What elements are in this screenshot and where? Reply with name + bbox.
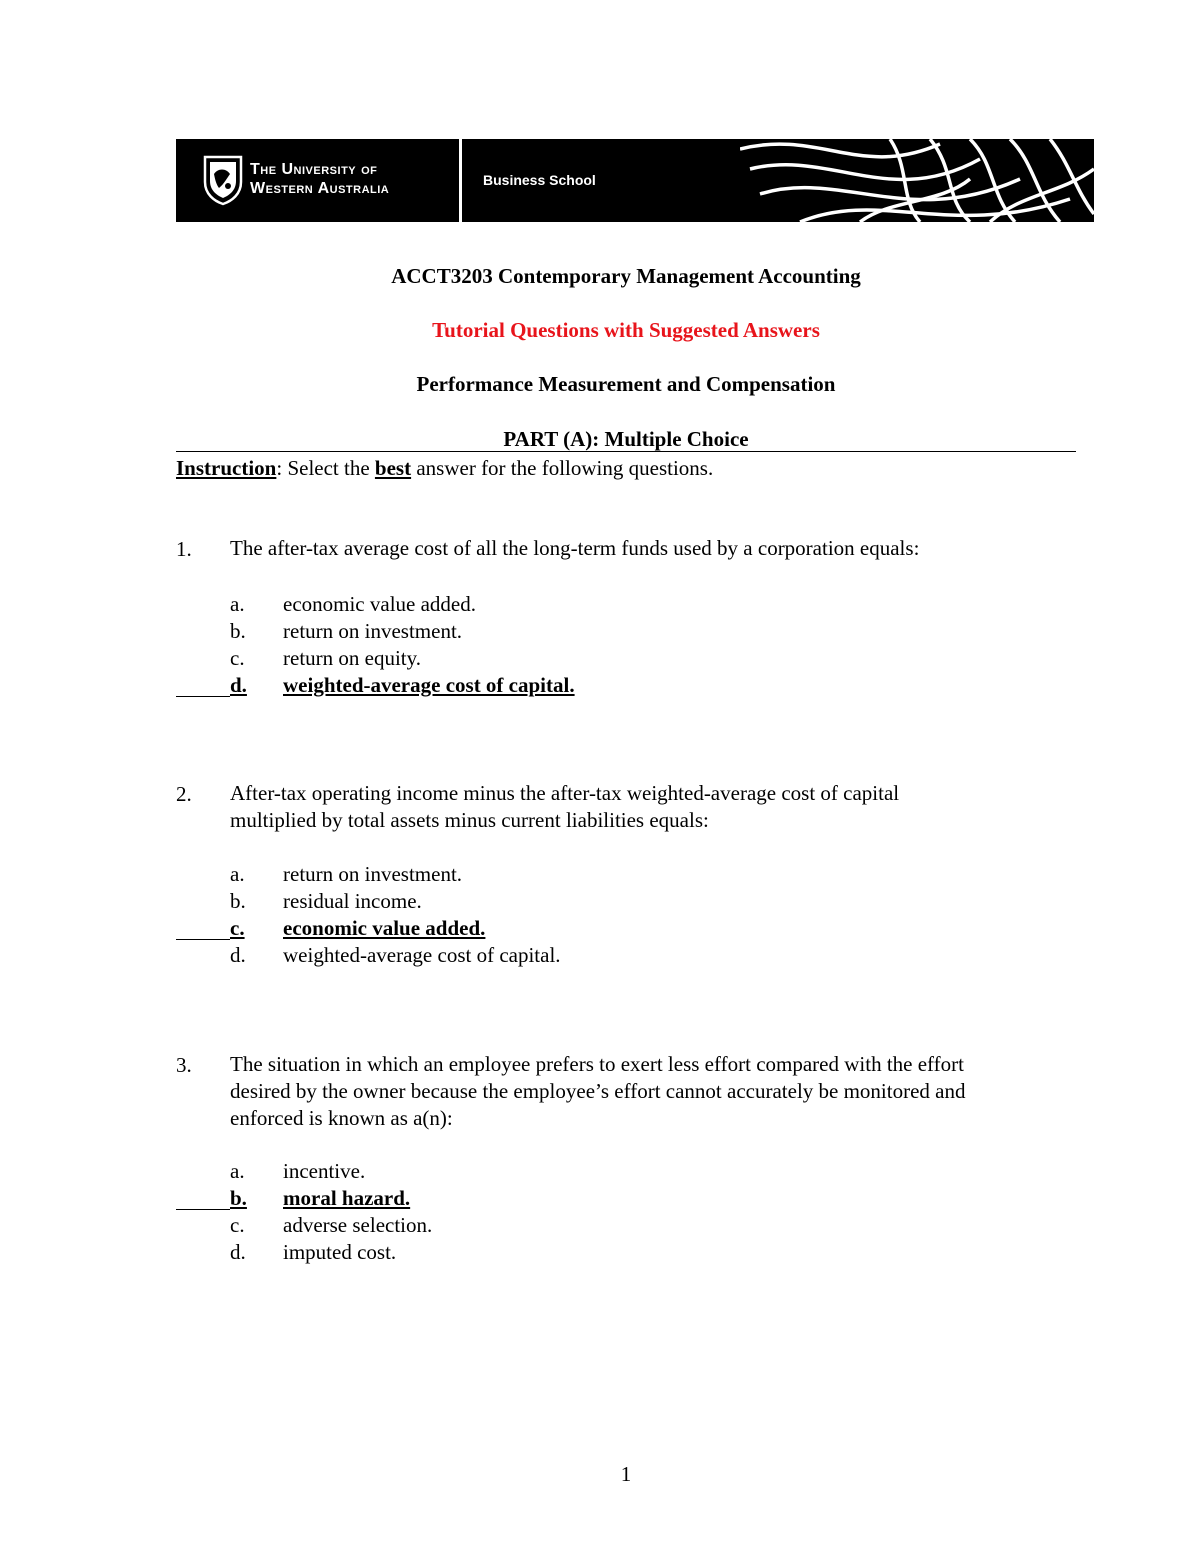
q1-answer-underline: [176, 696, 230, 697]
question-2-text: [230, 780, 899, 834]
q2-option-b-text: residual income.: [283, 889, 422, 913]
q3-option-c-text: adverse selection.: [283, 1213, 433, 1237]
question-3-text: [230, 1051, 965, 1132]
q2-option-b-letter: b.: [230, 889, 246, 913]
q3-option-d-letter: d.: [230, 1240, 246, 1264]
q2-option-d-text: weighted-average cost of capital.: [283, 943, 561, 967]
q3-option-a-letter: a.: [230, 1159, 245, 1183]
question-2-line-2: multiplied by total assets minus current liabilities equals:: [230, 808, 709, 832]
question-2-line-1: After-tax operating income minus the after-tax weighted-average cost of capital: [230, 781, 900, 805]
university-crest-icon: [202, 154, 244, 206]
q1-option-a-letter: a.: [230, 592, 245, 616]
decorative-pattern-icon: [740, 139, 1094, 222]
header-divider: [459, 139, 462, 222]
instruction-post: answer for the following questions.: [411, 456, 714, 480]
instruction-emphasis: best: [374, 456, 412, 480]
q3-option-c-letter: c.: [230, 1213, 245, 1237]
q2-option-a-text: return on investment.: [283, 862, 463, 886]
q3-option-d-text: imputed cost.: [283, 1240, 397, 1264]
question-1-number: 1.: [176, 537, 192, 561]
q1-option-b-letter: b.: [230, 619, 246, 643]
question-3-line-2: desired by the owner because the employee’s effort cannot accurately be monitored and: [230, 1079, 966, 1103]
university-name-line1: The University of: [250, 161, 378, 178]
question-3-line-3: enforced is known as a(n):: [230, 1106, 453, 1130]
question-2-number: 2.: [176, 782, 192, 806]
university-name: [250, 160, 389, 198]
q1-option-b-text: return on investment.: [283, 619, 463, 643]
q1-option-c-letter: c.: [230, 646, 245, 670]
q1-option-c-text: return on equity.: [283, 646, 422, 670]
instruction: [176, 456, 713, 481]
heading-rule: [176, 451, 1076, 452]
q3-option-a-text: incentive.: [283, 1159, 366, 1183]
question-1-text: [230, 535, 919, 562]
school-name: Business School: [483, 172, 596, 188]
university-name-line2: Western Australia: [250, 180, 390, 197]
q2-option-c-text: economic value added.: [283, 916, 486, 940]
question-3-number: 3.: [176, 1053, 192, 1077]
page-number: 1: [620, 1462, 632, 1486]
q2-option-d-letter: d.: [230, 943, 246, 967]
instruction-pre: : Select the: [276, 456, 375, 480]
q1-option-d-letter: d.: [230, 673, 247, 697]
q3-option-b-text: moral hazard.: [283, 1186, 411, 1210]
topic-title: Performance Measurement and Compensation: [416, 372, 836, 396]
q1-option-a-text: economic value added.: [283, 592, 476, 616]
part-heading: PART (A): Multiple Choice: [503, 427, 749, 451]
question-1-line-1: The after-tax average cost of all the long-term funds used by a corporation equals:: [230, 536, 920, 560]
q2-answer-underline: [176, 939, 230, 940]
q3-option-b-letter: b.: [230, 1186, 247, 1210]
question-3-line-1: The situation in which an employee prefers to exert less effort compared with the effort: [230, 1052, 964, 1076]
instruction-label: Instruction: [176, 456, 277, 480]
q2-option-c-letter: c.: [230, 916, 245, 940]
q1-option-d-text: weighted-average cost of capital.: [283, 673, 575, 697]
q3-answer-underline: [176, 1209, 230, 1210]
course-title: ACCT3203 Contemporary Management Accounting: [391, 264, 861, 288]
document-subtitle: Tutorial Questions with Suggested Answers: [432, 318, 820, 342]
q2-option-a-letter: a.: [230, 862, 245, 886]
